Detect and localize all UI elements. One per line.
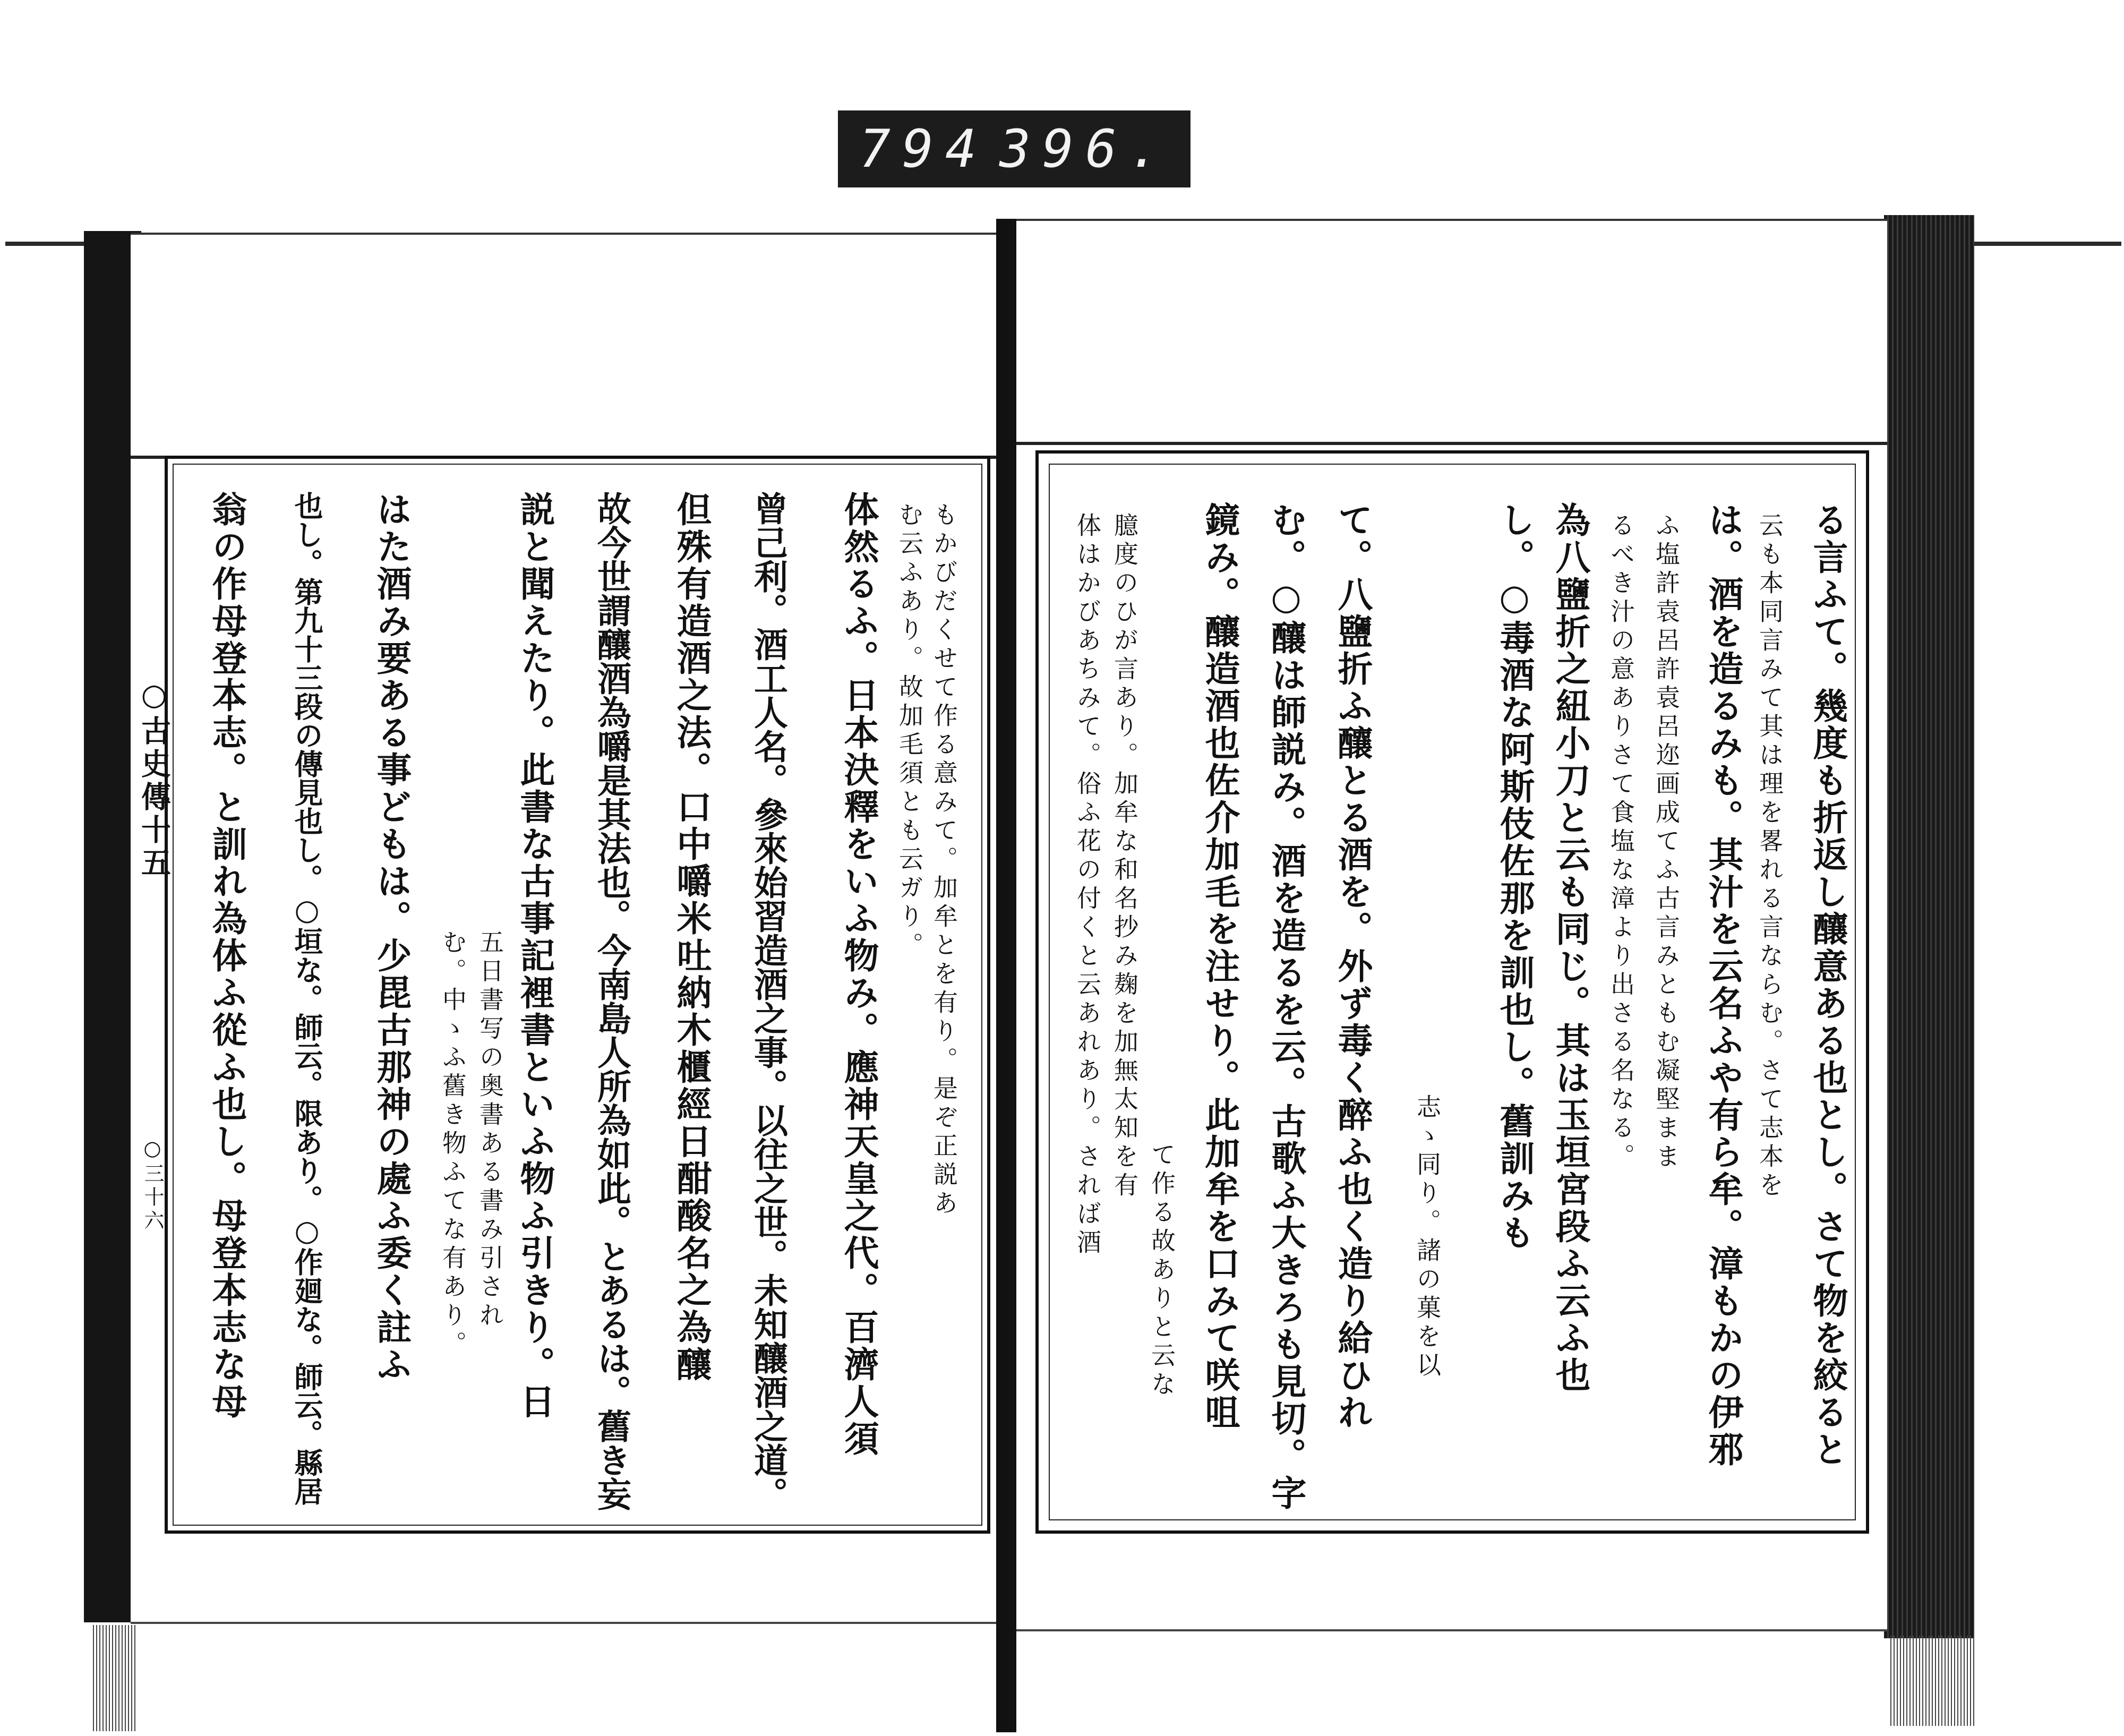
left-page-upper-margin: [131, 233, 996, 459]
text-column: もかびだくせて作る意みて。加牟とを有り。是ぞ正説あ: [930, 502, 958, 1219]
running-title: ○古史傳十五: [136, 677, 172, 880]
text-column: し。○毒酒な阿斯伎佐那を訓也し。舊訓みも: [1494, 502, 1535, 1252]
text-column: 為八鹽折之紐小刀と云も同じ。其は玉垣宮段ふ云ふ也: [1549, 502, 1591, 1394]
book-edge-right: [1884, 215, 1974, 1638]
folio-number: ○三十六: [141, 1136, 164, 1233]
text-column: る言ふて。幾度も折返し釀意ある也とし。さて物を絞ると: [1807, 502, 1848, 1468]
text-column: 云も本同言みて其は理を畧れる言ならむ。さて志本を: [1755, 512, 1784, 1201]
bottom-fringe-left: [93, 1625, 135, 1731]
film-frame-label: [838, 110, 1191, 187]
text-column: て。八鹽折ふ釀とる酒を。外ず毒く醉ふ也く造り給ひれ: [1332, 502, 1373, 1431]
top-rail-right: [1970, 242, 2121, 246]
film-number-right: 396.: [999, 118, 1171, 179]
text-column: む云ふあり。故加毛須とも云ガり。: [895, 502, 924, 961]
book-spine: [996, 219, 1016, 1732]
text-column: ふ塩許袁呂許袁呂迩画成てふ古言みともむ凝堅まま: [1652, 512, 1681, 1172]
text-column: 体はかびあちみて。俗ふ花の付くと云あれあり。されば酒: [1073, 512, 1102, 1258]
text-column: 故今世謂釀酒為嚼是其法也。今南島人所為如此。とあるは。舊き妄: [592, 491, 631, 1511]
text-column: 翁の作母登本志。と訓れ為体ふ從ふ也し。母登本志な母: [206, 491, 247, 1421]
text-column: はた酒み要ある事どもは。少毘古那神の處ふ委く註ふ: [371, 491, 412, 1383]
bottom-fringe-right: [1890, 1636, 1975, 1726]
text-column: む。○釀は師説み。酒を造るを云。古歌ふ大きろも見切。字: [1265, 502, 1307, 1512]
text-column: て作る故ありと云な: [1147, 1142, 1176, 1400]
text-column: 説と聞えたり。此書な古事記裡書といふ物ふ引きり。日: [514, 491, 555, 1421]
text-column: 臆度のひが言あり。加牟な和名抄み麹を加無太知を有: [1110, 512, 1139, 1201]
text-column: 五日書写の奥書ある書み引され: [476, 929, 504, 1331]
right-page-upper-margin: [1016, 219, 1887, 445]
text-column: 曾己利。酒工人名。參來始習造酒之事。以往之世。未知釀酒之道。: [748, 491, 788, 1511]
text-column: 但殊有造酒之法。口中嚼米吐納木櫃經日酣酸名之為釀: [671, 491, 712, 1383]
text-column: は。酒を造るみも。其汁を云名ふや有ら牟。漳もかの伊邪: [1702, 502, 1744, 1468]
text-column: 鏡み。釀造酒也佐介加毛を注せり。此加牟を口みて咲咀: [1199, 502, 1240, 1431]
text-column: 也し。第九十三段の傳見也し。○垣な。師云。限あり。○作廻な。師云。縣居: [290, 491, 324, 1506]
film-number-left: 794: [859, 118, 989, 179]
text-column: む。中ゝふ舊き物ふてな有あり。: [439, 929, 467, 1359]
text-column: るべき汁の意ありさて食塩な漳より出さる名なる。: [1607, 512, 1635, 1172]
text-column: 志ゝ同り。諸の菓を以: [1413, 1094, 1442, 1381]
text-column: 体然るふ。日本決釋をいふ物み。應神天皇之代。百濟人須: [838, 491, 879, 1458]
